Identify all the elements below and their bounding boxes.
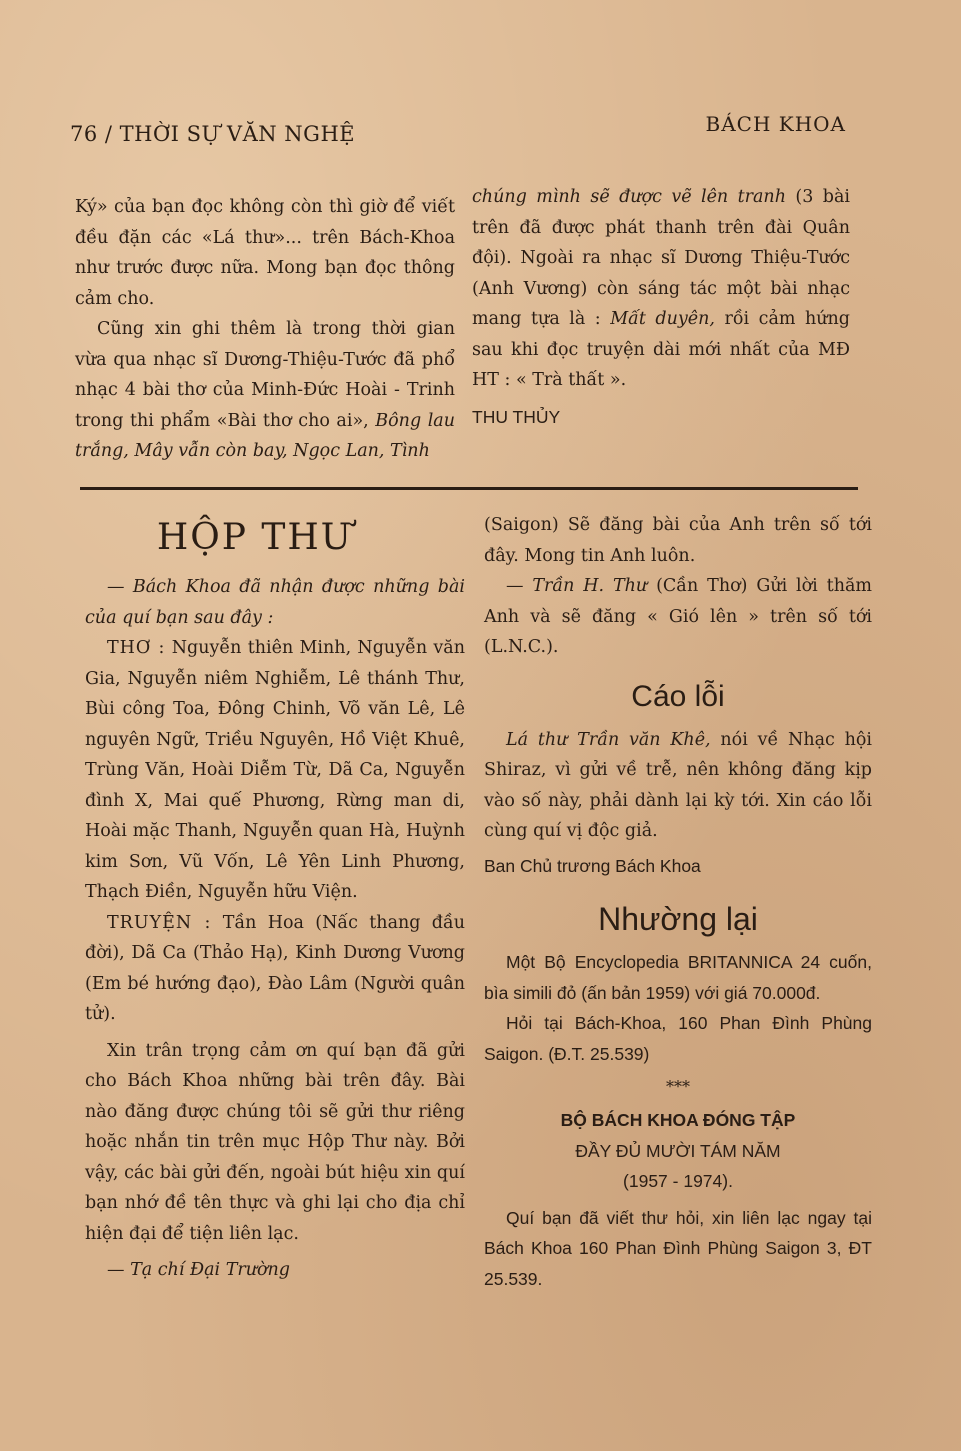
page-header-left: 76 / THỜI SỰ VĂN NGHỆ [70,122,356,146]
set-title: BỘ BÁCH KHOA ĐÓNG TẬP [560,1110,796,1130]
reply-2 [484,571,872,663]
hop-thu-column [85,510,465,1286]
reply-2-name: Trần H. Thư [532,576,648,596]
paragraph: Ký» của bạn đọc không còn thì giờ để viết đều đặn các «Lá thư»... trên Bách-Khoa như trước được nữa. Mong bạn đọc thông cảm cho. [75,197,455,309]
stories-list [85,908,465,1030]
section-title-hop-thu: HỘP THƯ [156,517,354,558]
reply-1-continued: (Saigon) Sẽ đăng bài của Anh trên số tới đây. Mong tin Anh luôn. [484,515,872,566]
reply-1-name: Tạ chí Đại Trường [130,1260,291,1280]
section-divider [80,487,858,490]
set-body: Quí bạn đã viết thư hỏi, xin liên lạc ngay tại Bách Khoa 160 Phan Đình Phùng Saigon 3, ĐT 25.539. [484,1207,872,1289]
reply-2-text: (Cần Thơ) Gửi lời thăm Anh và sẽ đăng « Gió lên » trên số tới (L.N.C.). [484,576,872,657]
right-column [484,510,872,1294]
intro-text: — Bách Khoa đã nhận được những bài của quí bạn sau đây : [85,577,465,628]
page-header-right: BÁCH KHOA [705,112,846,136]
cao-loi-signature: Ban Chủ trương Bách Khoa [484,855,701,876]
nhuong-lai-contact: Hỏi tại Bách-Khoa, 160 Phan Đình Phùng Saigon. (Đ.T. 25.539) [484,1013,872,1064]
set-years: (1957 - 1974). [623,1171,733,1191]
cao-loi-body [484,725,872,847]
letter-title: Lá thư Trần văn Khê, [506,729,711,750]
author-signature: THU THỦY [472,406,561,427]
top-right-column [472,182,850,432]
stories-label: TRUYỆN : [107,912,212,933]
poetry-label: THƠ : [107,638,166,658]
top-left-column [75,192,455,467]
italic-text: chúng mình sẽ được vẽ lên tranh [472,187,786,207]
section-title-nhuong-lai: Nhường lại [598,901,758,937]
star-separator: *** [666,1077,690,1096]
cao-loi-text: nói về Nhạc hội Shiraz, vì gửi về trễ, nên không đăng kịp vào số này, phải dành lại kỳ tới. Xin cáo lỗi cùng quí vị độc giả. [484,729,872,841]
paragraph [75,314,455,467]
set-subtitle: ĐẦY ĐỦ MƯỜI TÁM NĂM [575,1140,781,1161]
song-title: Mất duyên, [610,309,715,329]
dash: — [506,576,533,596]
nhuong-lai-body: Một Bộ Encyclopedia BRITANNICA 24 cuốn, bìa simili đỏ (ấn bản 1959) với giá 70.000đ. [484,952,872,1003]
song-titles: Bông lau trắng, Mây vẫn còn bay, Ngọc Lan, Tình [75,410,455,461]
section-title-cao-loi: Cáo lỗi [631,679,725,713]
text-run: rồi cảm hứng sau khi đọc truyện dài mới nhất của MĐ HT : « Trà thất ». [472,309,851,390]
poetry-names: Nguyễn thiên Minh, Nguyễn văn Gia, Nguyễn niêm Nghiễm, Lê thánh Thư, Bùi công Toa, Đông Chinh, Võ văn Lê, Lê nguyên Ngữ, Triều Nguyên, Hồ Việt Khuê, Trùng Văn, Hoài Diễm Từ, Dã Ca, Nguyễn đình X, Mai quế Phương, Rừng man di, Hoài mặc Thanh, Nguyễn quan Hà, Huỳnh kim Sơn, Vũ Vốn, Lê Yên Linh Phương, Thạch Điền, Nguyễn hữu Viện. [85,638,465,902]
thanks-paragraph: Xin trân trọng cảm ơn quí bạn đã gửi cho Bách Khoa những bài trên đây. Bài nào đăng được chúng tôi sẽ gửi thư riêng hoặc nhắn tin trên mục Hộp Thư này. Bởi vậy, các bài gửi đến, ngoài bút hiệu xin quí bạn nhớ đề tên thực và ghi lại cho địa chỉ hiện đại để tiện liên lạc. [85,1040,465,1244]
hop-thu-intro [85,572,465,633]
reply-1-start [85,1255,465,1286]
text-run: (3 bài trên đã được phát thanh trên đài Quân đội). Ngoài ra nhạc sĩ Dương Thiệu-Tước (Anh Vương) còn sáng tác một bài nhạc mang tựa là : [472,187,850,329]
stories-names: Tần Hoa (Nấc thang đầu đời), Dã Ca (Thảo Hạ), Kinh Dương Vương (Em bé hướng đạo), Đào Lâm (Người quân tử). [85,912,465,1024]
poetry-list [85,633,465,908]
dash: — [107,1260,131,1280]
paragraph [472,182,850,396]
text-run: Cũng xin ghi thêm là trong thời gian vừa qua nhạc sĩ Dương-Thiệu-Tước đã phổ nhạc 4 bài thơ của Minh-Đức Hoài - Trinh trong thi phẩm «Bài thơ cho ai», [75,319,455,431]
